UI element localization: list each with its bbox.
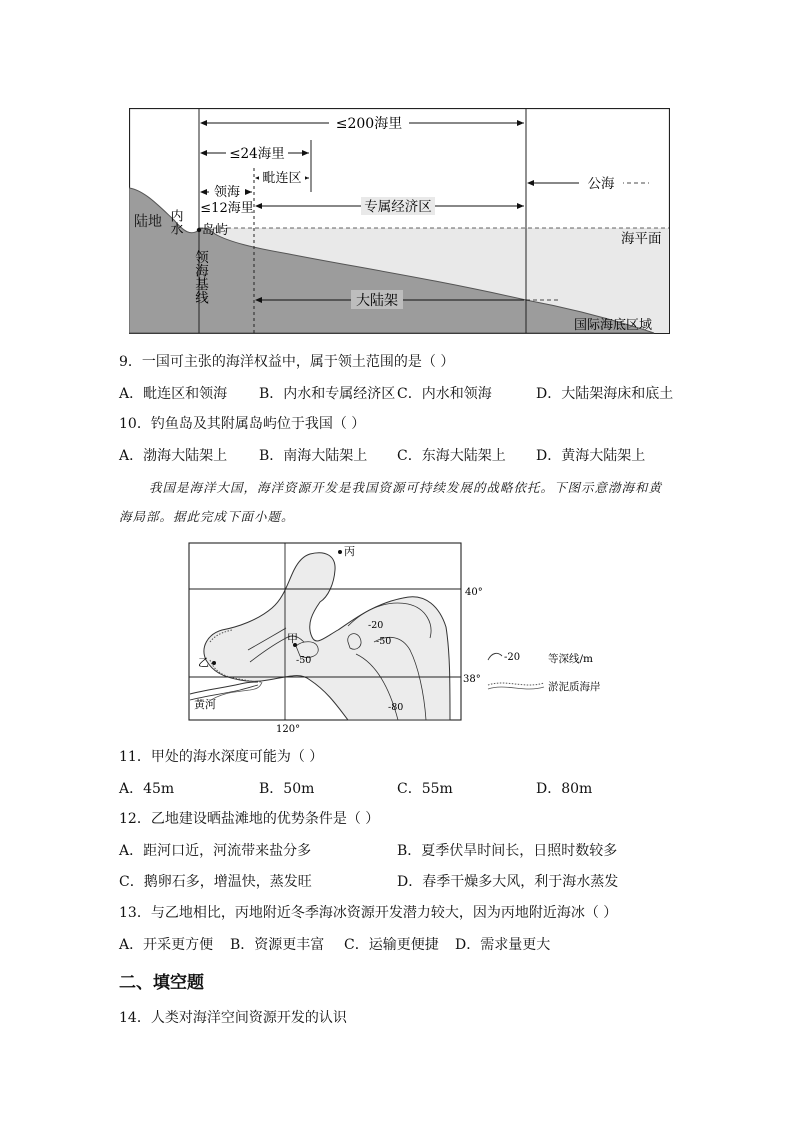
legend-isobath-symbol <box>488 653 502 660</box>
q11-option-c[interactable]: C．55m <box>397 781 453 797</box>
q9-option-b[interactable]: B．内水和专属经济区 <box>259 386 396 402</box>
label-200nm: ≤200海里 <box>335 116 403 132</box>
q12-stem: 12．乙地建设晒盐滩地的优势条件是（ ） <box>119 811 380 827</box>
q12-option-c[interactable]: C．鹅卵石多，增温快，蒸发旺 <box>119 874 312 890</box>
q13-option-c[interactable]: C．运输更便捷 <box>344 937 439 953</box>
section-title-fill-in: 二、填空题 <box>119 973 204 993</box>
q11-option-b[interactable]: B．50m <box>259 781 315 797</box>
q12-option-a[interactable]: A．距河口近，河流带来盐分多 <box>119 843 312 859</box>
label-12nm: ≤12海里 <box>200 201 254 216</box>
label-sea-level: 海平面 <box>621 231 662 247</box>
q11-stem: 11．甲处的海水深度可能为（ ） <box>119 749 324 765</box>
label-lat-38: 38° <box>463 674 481 685</box>
label-bing: 丙 <box>344 545 355 558</box>
q13-option-d[interactable]: D．需求量更大 <box>455 937 551 953</box>
label-contiguous-zone: 毗连区 <box>262 171 302 186</box>
label-land: 陆地 <box>134 214 162 230</box>
q13-option-a[interactable]: A．开采更方便 <box>119 937 214 953</box>
label-territorial-sea: 领海 <box>213 185 241 200</box>
q11-option-d[interactable]: D．80m <box>536 781 593 797</box>
label-high-seas: 公海 <box>587 176 615 192</box>
label-24nm: ≤24海里 <box>229 146 285 162</box>
q10-option-b[interactable]: B．南海大陆架上 <box>259 448 368 464</box>
q13-option-b[interactable]: B．资源更丰富 <box>230 937 325 953</box>
label-isobath-80: -80 <box>388 702 404 713</box>
q10-option-d[interactable]: D．黄海大陆架上 <box>536 448 646 464</box>
q9-option-a[interactable]: A．毗连区和领海 <box>119 386 228 402</box>
q10-stem: 10．钓鱼岛及其附属岛屿位于我国（ ） <box>119 416 366 432</box>
legend-coast-symbol <box>488 683 544 685</box>
bohai-yellow-sea-map <box>188 542 643 734</box>
q9-stem: 9．一国可主张的海洋权益中，属于领土范围的是（ ） <box>119 354 455 370</box>
q12-option-b[interactable]: B．夏季伏旱时间长，日照时数较多 <box>397 843 618 859</box>
q10-option-c[interactable]: C．东海大陆架上 <box>397 448 506 464</box>
q9-option-c[interactable]: C．内水和领海 <box>397 386 492 402</box>
legend-isobath-sample: -20 <box>504 652 521 663</box>
q9-option-d[interactable]: D．大陆架海床和底土 <box>536 386 674 402</box>
label-yellow-river: 黄河 <box>194 698 216 711</box>
legend-isobath-label: 等深线/m <box>548 653 593 665</box>
label-internal-waters: 内水 <box>167 209 183 235</box>
label-isobath-50-west: -50 <box>296 655 312 666</box>
label-isobath-50-east: -50 <box>376 636 392 647</box>
q10-option-a[interactable]: A．渤海大陆架上 <box>119 448 228 464</box>
label-intl-seabed: 国际海底区域 <box>574 318 653 333</box>
label-lon-120: 120° <box>276 724 301 734</box>
intro-line-2: 海局部。据此完成下面小题。 <box>119 509 295 524</box>
label-continental-shelf: 大陆架 <box>356 293 398 309</box>
intro-line-1: 我国是海洋大国，海洋资源开发是我国资源可持续发展的战略依托。下图示意渤海和黄 <box>149 480 663 495</box>
q11-option-a[interactable]: A．45m <box>119 781 175 797</box>
label-island: 岛屿 <box>202 223 229 238</box>
label-baseline: 领海基线 <box>192 250 208 304</box>
legend-coast-label: 淤泥质海岸 <box>548 681 601 693</box>
q14-stem: 14．人类对海洋空间资源开发的认识 <box>119 1010 347 1026</box>
q12-option-d[interactable]: D．春季干燥多大风，利于海水蒸发 <box>397 874 619 890</box>
label-jia: 甲 <box>287 632 298 645</box>
label-yi: 乙 <box>198 656 209 669</box>
label-eez: 专属经济区 <box>364 199 432 215</box>
maritime-zones-diagram <box>129 108 670 334</box>
label-lat-40: 40° <box>465 587 483 598</box>
label-isobath-20: -20 <box>368 620 384 631</box>
q13-stem: 13．与乙地相比，丙地附近冬季海冰资源开发潜力较大，因为丙地附近海冰（ ） <box>119 905 618 921</box>
